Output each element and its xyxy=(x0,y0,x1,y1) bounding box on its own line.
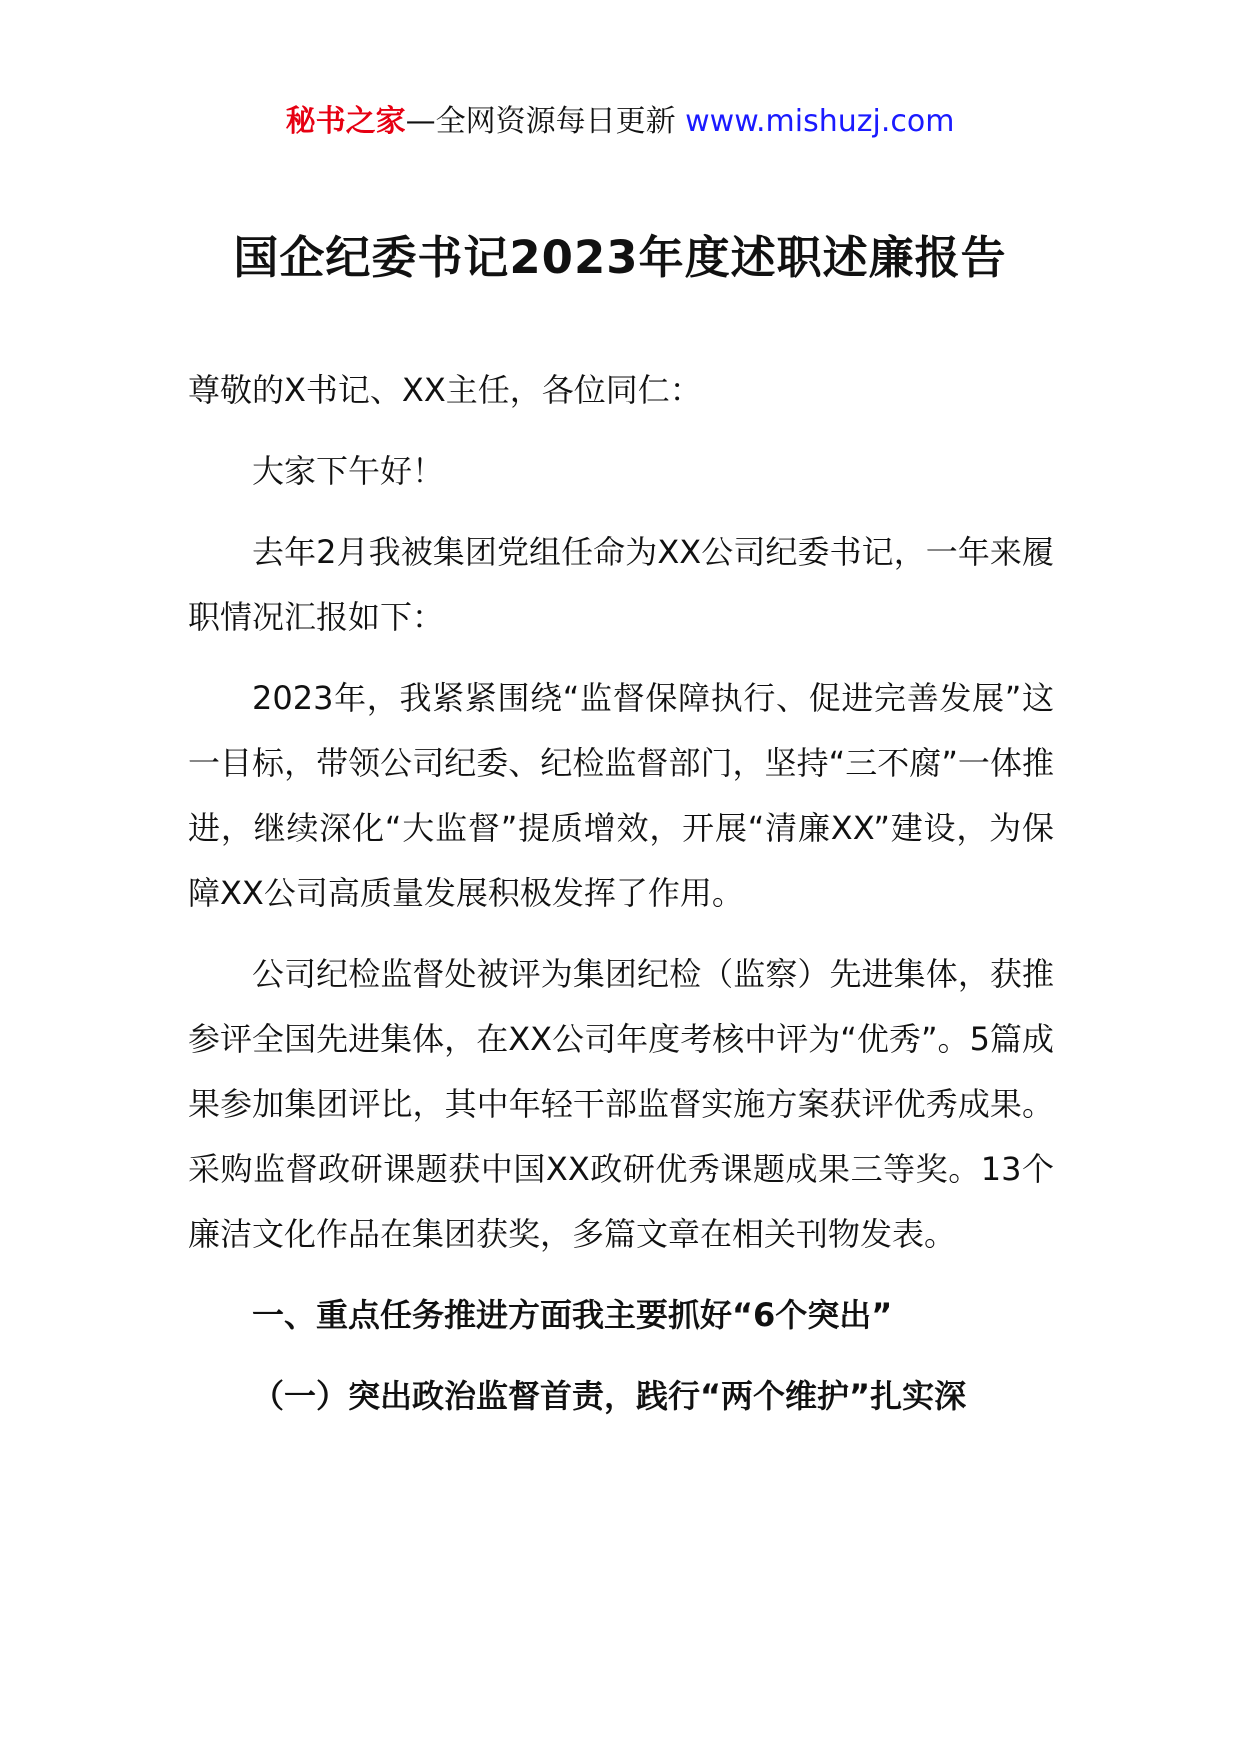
paragraph-overview: 2023年，我紧紧围绕“监督保障执行、促进完善发展”这一目标，带领公司纪委、纪检监督部门，坚持“三不腐”一体推进，继续深化“大监督”提质增效，开展“清廉XX”建设，为保障XX公司高质量发展积极发挥了作用。 xyxy=(188,679,1054,912)
subsection-heading: （一）突出政治监督首责，践行“两个维护”扎实深 xyxy=(252,1377,967,1415)
section-heading: 一、重点任务推进方面我主要抓好“6个突出” xyxy=(252,1296,893,1334)
paragraph-intro: 去年2月我被集团党组任命为XX公司纪委书记，一年来履职情况汇报如下： xyxy=(188,533,1054,636)
greeting: 大家下午好！ xyxy=(252,452,445,490)
document-body xyxy=(188,358,1054,1445)
paragraph-achievements: 公司纪检监督处被评为集团纪检（监察）先进集体，获推参评全国先进集体，在XX公司年度考核中评为“优秀”。5篇成果参加集团评比，其中年轻干部监督实施方案获评优秀成果。采购监督政研课题获中国XX政研优秀课题成果三等奖。13个廉洁文化作品在集团获奖，多篇文章在相关刊物发表。 xyxy=(188,955,1054,1253)
salutation: 尊敬的X书记、XX主任，各位同仁： xyxy=(188,371,702,409)
site-brand: 秘书之家 xyxy=(285,104,406,139)
site-header xyxy=(0,102,1240,142)
site-slogan: —全网资源每日更新 xyxy=(405,104,686,139)
document-title: 国企纪委书记2023年度述职述廉报告 xyxy=(233,231,1007,284)
site-url-link[interactable]: www.mishuzj.com xyxy=(685,104,955,139)
